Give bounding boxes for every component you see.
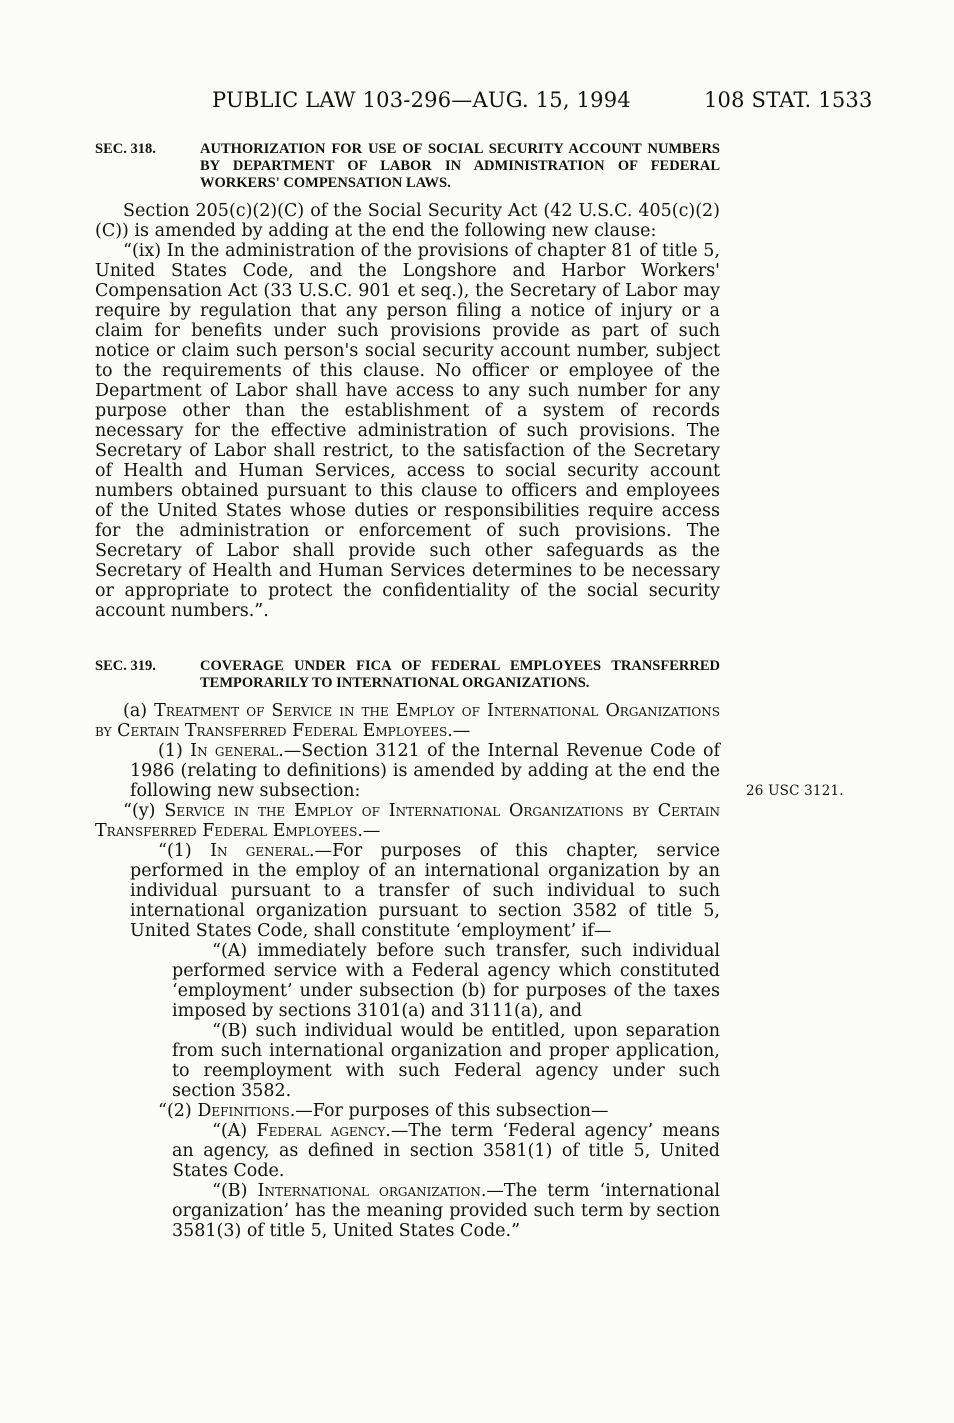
- y-paragraph-2-heading: Definitions.: [197, 1101, 296, 1121]
- section-319-heading: [95, 658, 720, 692]
- y-paragraph-1: [95, 841, 720, 941]
- y-definition-A-text: —The term ‘Federal agency’ means an agency, as defined in section 3581(1) of title 5, United States Code.: [172, 1121, 720, 1181]
- paragraph-1-text: —Section 3121 of the Internal Revenue Code of 1986 (relating to definitions) is amended by adding at the end the following new subsection:: [130, 741, 720, 801]
- section-318-clause-ix: “(ix) In the administration of the provisions of chapter 81 of title 5, United States Code, and the Longshore and Harbor Workers' Compensation Act (33 U.S.C. 901 et seq.), the Secretary of Labor may require by regulation that any person filing a notice of injury or a claim for benefits under such provisions provide as part of such notice or claim such person's social security account number, subject to the requirements of this clause. No officer or employee of the Department of Labor shall have access to any such number for any purpose other than the establishment of a system of records necessary for the effective administration of such provisions. The Secretary of Labor shall restrict, to the satisfaction of the Secretary of Health and Human Services, access to social security account numbers obtained pursuant to this clause to officers and employees of the United States whose duties or responsibilities require access for the administration or enforcement of such provisions. The Secretary of Labor shall provide such other safeguards as the Secretary of Health and Human Services determines to be necessary or appropriate to protect the confidentiality of the social security account numbers.”.: [95, 241, 720, 621]
- subsection-a-heading: Treatment of Service in the Employ of International Organizations by Certain Transferred Federal Employees.—: [95, 701, 720, 741]
- paragraph-1-heading: In general.: [190, 741, 284, 761]
- y-paragraph-1-heading: In general.: [210, 841, 315, 861]
- header-title: PUBLIC LAW 103-296—AUG. 15, 1994: [212, 88, 631, 112]
- y-definition-B: [95, 1181, 720, 1241]
- paragraph-1-label: (1): [158, 741, 183, 761]
- section-318-heading: [95, 141, 720, 192]
- section-319: [95, 658, 720, 1241]
- y-paragraph-1-label: “(1): [158, 841, 192, 861]
- new-subsection-y: [95, 801, 720, 841]
- y-paragraph-1-text: —For purposes of this chapter, service performed in the employ of an international organization by an individual pursuant to a transfer of such individual to such international organization pursuant to section 3582 of title 5, United States Code, shall constitute ‘employment’ if—: [130, 841, 720, 941]
- y-definition-A: [95, 1121, 720, 1181]
- y-definition-B-label: “(B): [212, 1181, 248, 1201]
- y-subparagraph-A: “(A) immediately before such transfer, such individual performed service with a Federal agency which constituted ‘employment’ under subsection (b) for purposes of the taxes imposed by sections 3101(a) and 3111(a), and: [172, 941, 720, 1021]
- y-paragraph-2-text: —For purposes of this subsection—: [295, 1101, 609, 1121]
- section-318: [95, 141, 720, 621]
- y-paragraph-2: [95, 1101, 720, 1121]
- subsection-a-label: (a): [123, 701, 148, 721]
- new-subsection-y-heading: Service in the Employ of International Organizations by Certain Transferred Federal Employees.—: [95, 801, 720, 841]
- y-definition-B-text: —The term ‘international organization’ has the meaning provided such term by section 3581(3) of title 5, United States Code.”: [172, 1181, 720, 1241]
- new-subsection-y-label: “(y): [123, 801, 156, 821]
- y-subparagraph-B: “(B) such individual would be entitled, upon separation from such international organization and proper application, to reemployment with such Federal agency under such section 3582.: [172, 1021, 720, 1101]
- subsection-a: [95, 701, 720, 741]
- section-318-intro: Section 205(c)(2)(C) of the Social Security Act (42 U.S.C. 405(c)(2)(C)) is amended by adding at the end the following new clause:: [95, 201, 720, 241]
- y-paragraph-2-label: “(2): [158, 1101, 192, 1121]
- y-definition-A-heading: Federal agency.: [256, 1121, 391, 1141]
- section-318-number: SEC. 318.: [95, 141, 156, 157]
- section-319-title: COVERAGE UNDER FICA OF FEDERAL EMPLOYEES TRANSFERRED TEMPORARILY TO INTERNATIONAL ORGANIZATIONS.: [200, 658, 720, 691]
- y-definition-A-label: “(A): [212, 1121, 248, 1141]
- y-definition-B-heading: International organization.: [257, 1181, 487, 1201]
- header-stat-page: 108 STAT. 1533: [704, 88, 873, 112]
- section-319-number: SEC. 319.: [95, 658, 156, 674]
- margin-note-usc: 26 USC 3121.: [746, 783, 844, 799]
- paragraph-1: [95, 741, 720, 801]
- section-318-title: AUTHORIZATION FOR USE OF SOCIAL SECURITY ACCOUNT NUMBERS BY DEPARTMENT OF LABOR IN ADMINISTRATION OF FEDERAL WORKERS' COMPENSATION LAWS.: [200, 141, 720, 191]
